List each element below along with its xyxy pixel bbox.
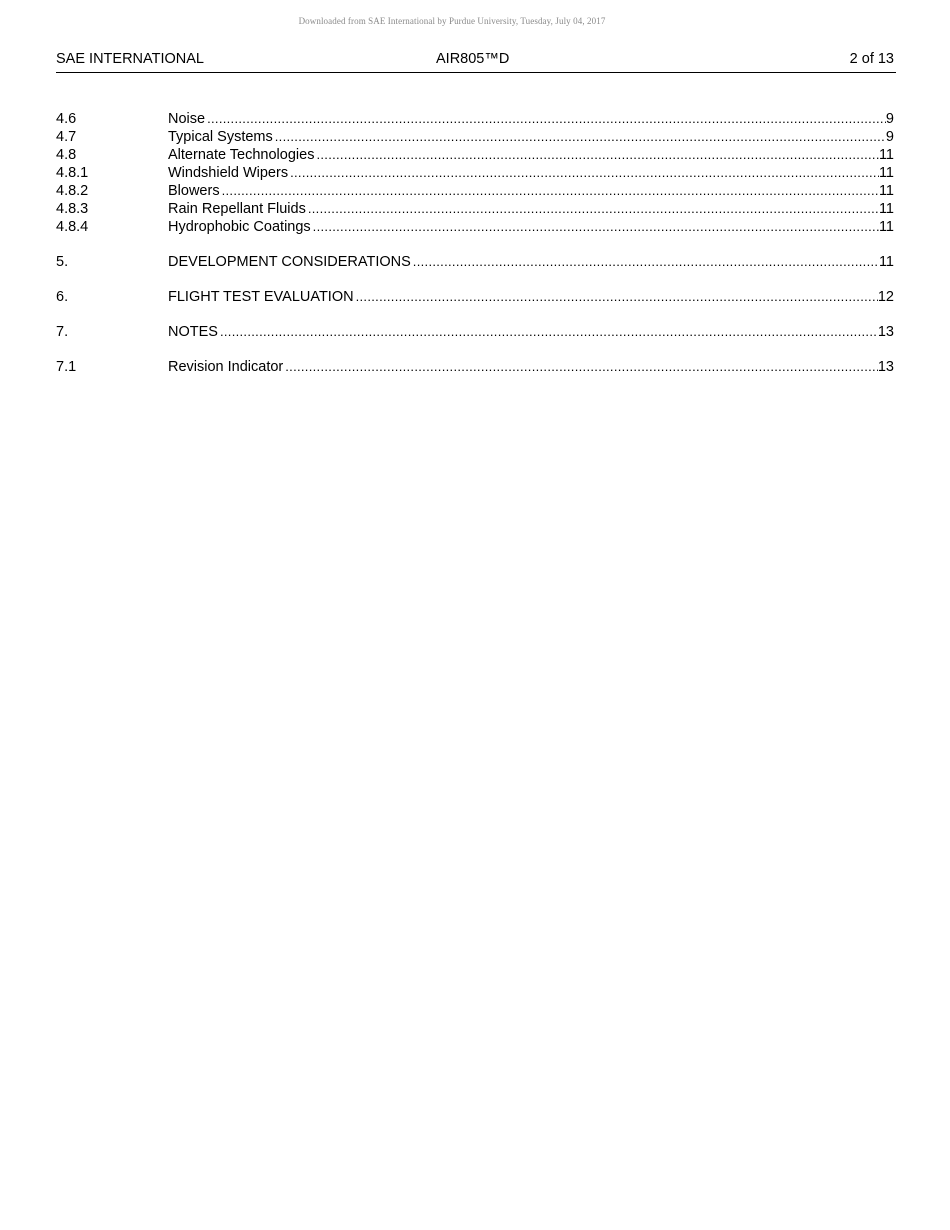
toc-entry (168, 253, 894, 271)
toc-row[interactable] (56, 182, 896, 200)
toc-row[interactable] (56, 200, 896, 218)
toc-section-title: Windshield Wipers (168, 165, 289, 181)
table-of-contents (56, 110, 896, 376)
toc-section-number: 5. (56, 254, 69, 270)
toc-entry (168, 128, 894, 146)
toc-entry (168, 182, 894, 200)
toc-section-title: NOTES (168, 324, 218, 340)
toc-row[interactable] (56, 218, 896, 236)
toc-entry (168, 146, 894, 164)
toc-dot-leader (283, 358, 878, 376)
toc-page-number: 11 (878, 254, 894, 270)
toc-dot-leader (354, 288, 878, 306)
toc-page-number: 9 (885, 111, 894, 127)
toc-section-number: 4.8 (56, 147, 77, 163)
toc-row[interactable] (56, 253, 896, 271)
toc-section-title: Revision Indicator (168, 359, 284, 375)
toc-section-number: 6. (56, 289, 69, 305)
toc-row[interactable] (56, 164, 896, 182)
toc-dot-leader (288, 164, 879, 182)
toc-row[interactable] (56, 110, 896, 128)
toc-dot-leader (205, 110, 886, 128)
toc-section-title: Blowers (168, 183, 220, 199)
toc-section-title: DEVELOPMENT CONSIDERATIONS (168, 254, 411, 270)
toc-dot-leader (220, 182, 879, 200)
toc-section-number: 4.6 (56, 111, 77, 127)
toc-section-title: Noise (168, 111, 206, 127)
toc-page-number: 13 (877, 359, 894, 375)
toc-page-number: 13 (877, 324, 894, 340)
toc-section-title: Typical Systems (168, 129, 273, 145)
toc-section-number: 4.8.1 (56, 165, 89, 181)
toc-section-number: 4.7 (56, 129, 77, 145)
toc-page-number: 11 (878, 183, 894, 199)
toc-section-number: 4.8.2 (56, 183, 89, 199)
running-header (56, 50, 896, 73)
toc-page-number: 12 (877, 289, 894, 305)
toc-dot-leader (311, 218, 879, 236)
toc-page-number: 9 (885, 129, 894, 145)
toc-page-number: 11 (878, 147, 894, 163)
toc-dot-leader (218, 323, 878, 341)
toc-page-number: 11 (878, 219, 894, 235)
toc-page-number: 11 (878, 165, 894, 181)
toc-section-number: 7.1 (56, 359, 77, 375)
toc-section-title: Hydrophobic Coatings (168, 219, 311, 235)
download-watermark: Downloaded from SAE International by Purdue University, Tuesday, July 04, 2017 (298, 16, 606, 26)
toc-row[interactable] (56, 128, 896, 146)
toc-section-number: 4.8.4 (56, 219, 89, 235)
toc-row[interactable] (56, 358, 896, 376)
toc-entry (168, 200, 894, 218)
toc-entry (168, 218, 894, 236)
header-document-number: AIR805™D (436, 51, 510, 67)
toc-page-number: 11 (878, 201, 894, 217)
toc-section-number: 7. (56, 324, 69, 340)
toc-entry (168, 358, 894, 376)
toc-dot-leader (411, 253, 879, 271)
toc-dot-leader (306, 200, 879, 218)
toc-section-title: Rain Repellant Fluids (168, 201, 306, 217)
toc-section-number: 4.8.3 (56, 201, 89, 217)
toc-dot-leader (314, 146, 878, 164)
toc-entry (168, 110, 894, 128)
toc-row[interactable] (56, 146, 896, 164)
toc-section-title: FLIGHT TEST EVALUATION (168, 289, 354, 305)
header-organization: SAE INTERNATIONAL (56, 51, 204, 67)
toc-row[interactable] (56, 288, 896, 306)
toc-entry (168, 164, 894, 182)
toc-entry (168, 288, 894, 306)
toc-entry (168, 323, 894, 341)
toc-dot-leader (273, 128, 886, 146)
toc-row[interactable] (56, 323, 896, 341)
header-page-indicator: 2 of 13 (849, 51, 894, 67)
toc-section-title: Alternate Technologies (168, 147, 315, 163)
